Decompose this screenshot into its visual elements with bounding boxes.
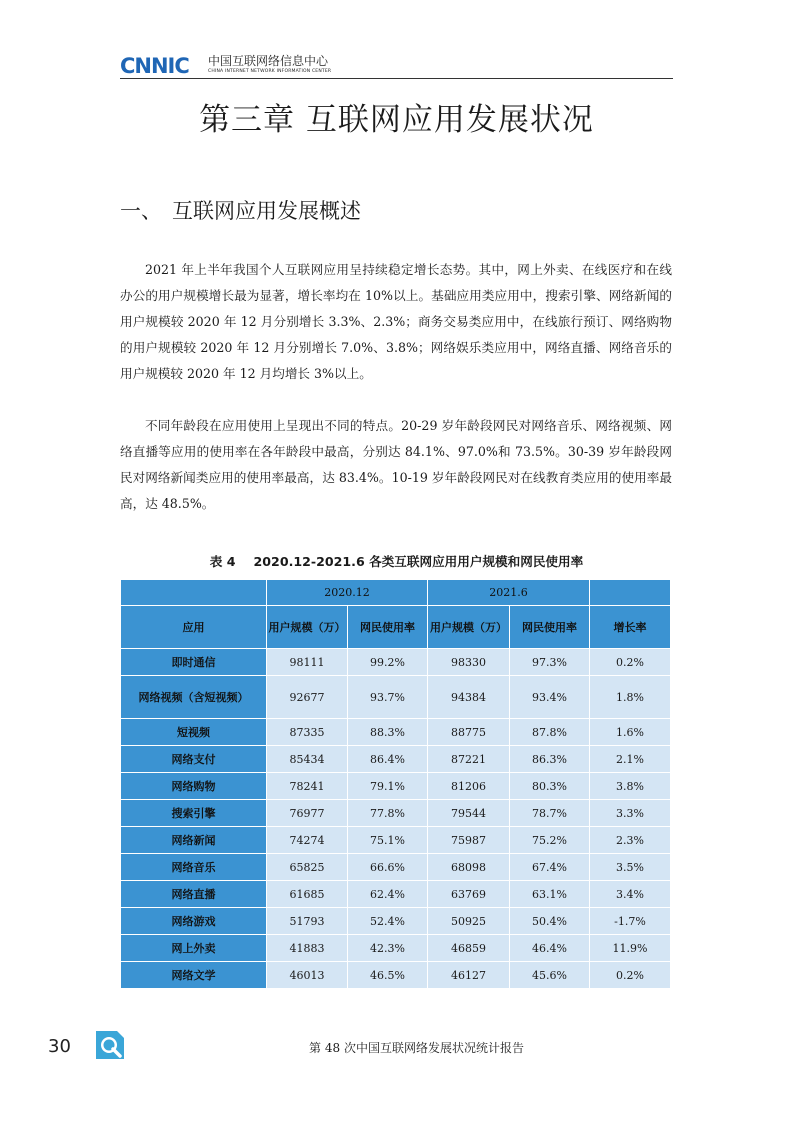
- table-caption-number: 表 4: [209, 554, 236, 569]
- scale-2021-cell: 87221: [428, 746, 510, 773]
- scale-2021-cell: 79544: [428, 800, 510, 827]
- rate-2021-cell: 63.1%: [510, 881, 590, 908]
- rate-2021-cell: 97.3%: [510, 649, 590, 676]
- app-name-cell: 网络支付: [121, 746, 267, 773]
- rate-2020-cell: 46.5%: [348, 962, 428, 989]
- growth-cell: 11.9%: [590, 935, 671, 962]
- app-name-cell: 网络视频（含短视频）: [121, 676, 267, 719]
- app-name-cell: 短视频: [121, 719, 267, 746]
- header-blank-cell: [590, 580, 671, 606]
- table-row: [121, 962, 671, 989]
- app-name-cell: 网络音乐: [121, 854, 267, 881]
- table-row: [121, 854, 671, 881]
- rate-2020-cell: 77.8%: [348, 800, 428, 827]
- section-heading: [120, 196, 361, 226]
- growth-cell: 1.8%: [590, 676, 671, 719]
- scale-2021-cell: 75987: [428, 827, 510, 854]
- rate-2021-cell: 46.4%: [510, 935, 590, 962]
- growth-cell: 3.8%: [590, 773, 671, 800]
- app-name-cell: 即时通信: [121, 649, 267, 676]
- rate-2020-cell: 86.4%: [348, 746, 428, 773]
- app-usage-table: [120, 579, 671, 989]
- table-row: [121, 649, 671, 676]
- table-caption: [0, 552, 793, 572]
- header-period-2: 2021.6: [428, 580, 590, 606]
- header-rate-2: 网民使用率: [510, 606, 590, 649]
- cnnic-logo: CNNIC: [120, 54, 189, 78]
- table-row: [121, 773, 671, 800]
- growth-cell: -1.7%: [590, 908, 671, 935]
- growth-cell: 2.1%: [590, 746, 671, 773]
- rate-2020-cell: 75.1%: [348, 827, 428, 854]
- scale-2021-cell: 81206: [428, 773, 510, 800]
- org-name-en: CHINA INTERNET NETWORK INFORMATION CENTER: [208, 69, 332, 74]
- growth-cell: 1.6%: [590, 719, 671, 746]
- scale-2020-cell: 46013: [267, 962, 348, 989]
- app-name-cell: 网络购物: [121, 773, 267, 800]
- header-scale-1: 用户规模（万）: [267, 606, 348, 649]
- section-title-text: 互联网应用发展概述: [172, 199, 361, 223]
- scale-2021-cell: 63769: [428, 881, 510, 908]
- app-name-cell: 网络游戏: [121, 908, 267, 935]
- table-caption-text: 2020.12-2021.6 各类互联网应用用户规模和网民使用率: [253, 554, 584, 569]
- scale-2021-cell: 98330: [428, 649, 510, 676]
- page-header: [120, 50, 673, 80]
- app-name-cell: 网络文学: [121, 962, 267, 989]
- scale-2021-cell: 68098: [428, 854, 510, 881]
- scale-2020-cell: 78241: [267, 773, 348, 800]
- rate-2020-cell: 66.6%: [348, 854, 428, 881]
- rate-2020-cell: 52.4%: [348, 908, 428, 935]
- growth-cell: 2.3%: [590, 827, 671, 854]
- header-period-1: 2020.12: [267, 580, 428, 606]
- scale-2020-cell: 87335: [267, 719, 348, 746]
- org-name-cn: 中国互联网络信息中心: [208, 54, 329, 68]
- rate-2021-cell: 75.2%: [510, 827, 590, 854]
- scale-2020-cell: 41883: [267, 935, 348, 962]
- growth-cell: 3.5%: [590, 854, 671, 881]
- scale-2020-cell: 92677: [267, 676, 348, 719]
- rate-2021-cell: 45.6%: [510, 962, 590, 989]
- rate-2020-cell: 62.4%: [348, 881, 428, 908]
- scale-2020-cell: 98111: [267, 649, 348, 676]
- header-blank-cell: [121, 580, 267, 606]
- scale-2021-cell: 46127: [428, 962, 510, 989]
- rate-2020-cell: 99.2%: [348, 649, 428, 676]
- rate-2021-cell: 67.4%: [510, 854, 590, 881]
- table-header-column-row: [121, 606, 671, 649]
- table-row: [121, 746, 671, 773]
- scale-2021-cell: 88775: [428, 719, 510, 746]
- scale-2021-cell: 94384: [428, 676, 510, 719]
- scale-2020-cell: 76977: [267, 800, 348, 827]
- page-number: 30: [48, 1036, 71, 1057]
- footer-report-title: 第 48 次中国互联网络发展状况统计报告: [309, 1041, 524, 1055]
- chapter-title: 第三章 互联网应用发展状况: [199, 102, 594, 138]
- rate-2020-cell: 88.3%: [348, 719, 428, 746]
- scale-2020-cell: 74274: [267, 827, 348, 854]
- rate-2020-cell: 42.3%: [348, 935, 428, 962]
- table-row: [121, 800, 671, 827]
- scale-2021-cell: 46859: [428, 935, 510, 962]
- body-paragraph-1: 2021 年上半年我国个人互联网应用呈持续稳定增长态势。其中，网上外卖、在线医疗和在线办公的用户规模增长最为显著，增长率均在 10%以上。基础应用类应用中，搜索引擎、网络新闻的用户规模较 2020 年 12 月分别增长 3.3%、2.3%；商务交易类应用中，在线旅行预订、网络购物的用户规模较 2020 年 12 月分别增长 7.0%、3.8%；网络娱乐类应用中，网络直播、网络音乐的用户规模较 2020 年 12 月均增长 3%以上。: [120, 262, 672, 381]
- section-number: 一、: [120, 199, 162, 223]
- rate-2021-cell: 87.8%: [510, 719, 590, 746]
- growth-cell: 3.3%: [590, 800, 671, 827]
- header-divider: [120, 78, 673, 79]
- growth-cell: 3.4%: [590, 881, 671, 908]
- header-rate-1: 网民使用率: [348, 606, 428, 649]
- rate-2021-cell: 86.3%: [510, 746, 590, 773]
- scale-2020-cell: 61685: [267, 881, 348, 908]
- app-name-cell: 网络新闻: [121, 827, 267, 854]
- header-growth: 增长率: [590, 606, 671, 649]
- growth-cell: 0.2%: [590, 649, 671, 676]
- app-name-cell: 搜索引擎: [121, 800, 267, 827]
- table-row: [121, 935, 671, 962]
- table-row: [121, 719, 671, 746]
- growth-cell: 0.2%: [590, 962, 671, 989]
- table-row: [121, 827, 671, 854]
- header-app: 应用: [121, 606, 267, 649]
- scale-2021-cell: 50925: [428, 908, 510, 935]
- scale-2020-cell: 65825: [267, 854, 348, 881]
- table-row: [121, 881, 671, 908]
- app-name-cell: 网上外卖: [121, 935, 267, 962]
- rate-2021-cell: 78.7%: [510, 800, 590, 827]
- rate-2020-cell: 93.7%: [348, 676, 428, 719]
- table-row: [121, 676, 671, 719]
- scale-2020-cell: 85434: [267, 746, 348, 773]
- rate-2021-cell: 80.3%: [510, 773, 590, 800]
- rate-2020-cell: 79.1%: [348, 773, 428, 800]
- rate-2021-cell: 50.4%: [510, 908, 590, 935]
- table-row: [121, 908, 671, 935]
- scale-2020-cell: 51793: [267, 908, 348, 935]
- app-name-cell: 网络直播: [121, 881, 267, 908]
- rate-2021-cell: 93.4%: [510, 676, 590, 719]
- table-header-period-row: [121, 580, 671, 606]
- body-paragraph-2: 不同年龄段在应用使用上呈现出不同的特点。20-29 岁年龄段网民对网络音乐、网络视频、网络直播等应用的使用率在各年龄段中最高，分别达 84.1%、97.0%和 73.5%。30-39 岁年龄段网民对网络新闻类应用的使用率最高，达 83.4%。10-19 岁年龄段网民对在线教育类应用的使用率最高，达 48.5%。: [120, 418, 672, 511]
- header-scale-2: 用户规模（万）: [428, 606, 510, 649]
